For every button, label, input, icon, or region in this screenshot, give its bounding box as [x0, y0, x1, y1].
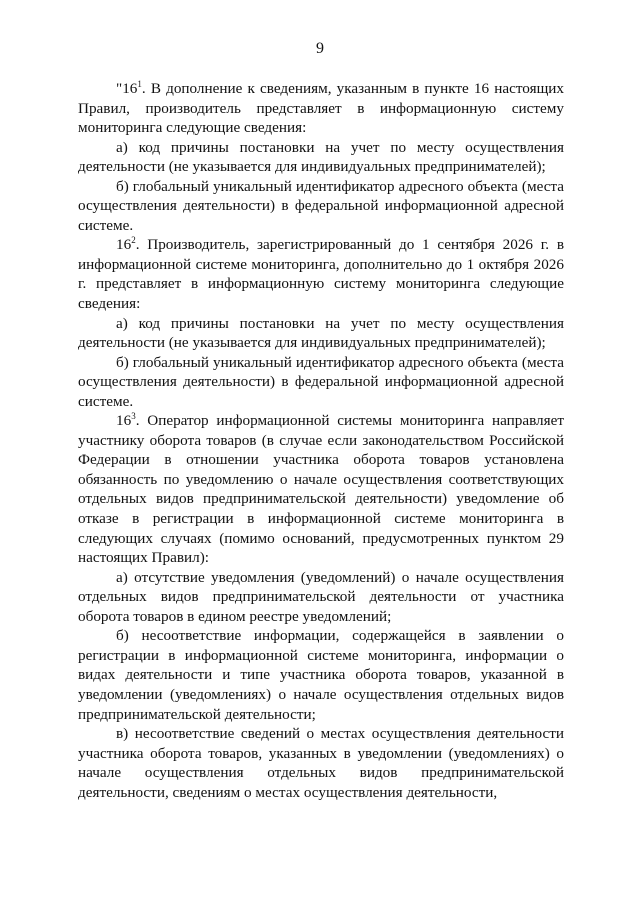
- subitem-16-2-b: б) глобальный уникальный идентификатор адресного объекта (места осуществления деятельности) в федеральной информационной адресной системе.: [78, 353, 564, 410]
- subitem-16-2-a: а) код причины постановки на учет по месту осуществления деятельности (не указывается для индивидуальных предпринимателей);: [78, 314, 564, 352]
- paragraph-text: . Производитель, зарегистрированный до 1 сентября 2026 г. в информационной системе мониторинга, дополнительно до 1 октября 2026 г. представляет в информационную систему мониторинга следующие сведения:: [78, 236, 564, 313]
- paragraph-number: "16: [116, 80, 138, 97]
- document-body: [78, 79, 564, 802]
- superscript-index: 2: [131, 235, 136, 246]
- paragraph-16-2: [78, 235, 564, 313]
- superscript-index: 3: [131, 411, 136, 422]
- paragraph-number: 16: [116, 236, 132, 254]
- subitem-16-1-a: а) код причины постановки на учет по месту осуществления деятельности (не указывается для индивидуальных предпринимателей);: [78, 138, 564, 176]
- subitem-16-3-a: а) отсутствие уведомления (уведомлений) о начале осуществления отдельных видов предпринимательской деятельности от участника оборота товаров в едином реестре уведомлений;: [78, 568, 564, 625]
- subitem-16-1-b: б) глобальный уникальный идентификатор адресного объекта (места осуществления деятельности) в федеральной информационной адресной системе.: [78, 177, 564, 234]
- subitem-16-3-b: б) несоответствие информации, содержащейся в заявлении о регистрации в информационной системе мониторинга, информации о видах деятельности и типе участника оборота товаров, указанной в уведомлении (уведомлениях) о начале осуществления отдельных видов предпринимательской деятельности;: [78, 627, 564, 723]
- paragraph-text: . Оператор информационной системы мониторинга направляет участнику оборота товаров (в случае если законодательством Российской Федерации в отношении участника оборота товаров установлена обязанность по уведомлению о начале осуществления соответствующих отдельных видов предпринимательской деятельности) уведомление об отказе в регистрации в информационной системе мониторинга в следующих случаях (помимо оснований, предусмотренных пунктом 29 настоящих Правил):: [78, 412, 564, 567]
- subitem-16-3-v: в) несоответствие сведений о местах осуществления деятельности участника оборота товаров, указанных в уведомлении (уведомлениях) о начале осуществления отдельных видов предпринимательской деятельности, сведениям о местах осуществления деятельности,: [78, 725, 564, 801]
- paragraph-16-1: [78, 79, 564, 138]
- superscript-index: 1: [137, 79, 142, 89]
- paragraph-text: . В дополнение к сведениям, указанным в пункте 16 настоящих Правил, производитель представляет в информационную систему мониторинга следующие сведения:: [78, 80, 564, 137]
- page-number: 9: [316, 40, 324, 57]
- paragraph-16-3: [78, 411, 564, 567]
- paragraph-number: 16: [116, 412, 132, 430]
